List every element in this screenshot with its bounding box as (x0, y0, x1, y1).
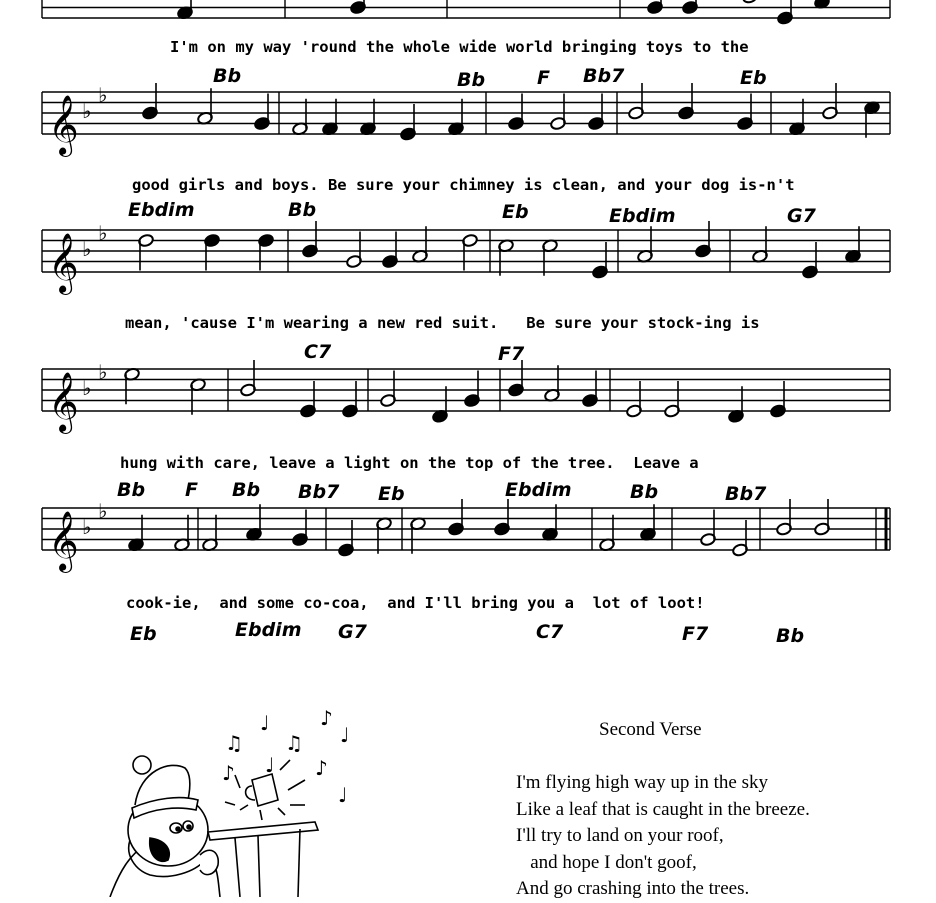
chord-symbol: Eb (502, 201, 529, 223)
svg-text:♩: ♩ (340, 723, 350, 747)
chord-symbol: Eb (130, 623, 157, 645)
chord-symbol: Bb7 (725, 483, 767, 505)
treble-clef-icon: 𝄞 (48, 372, 79, 432)
lyric-line: hung with care, leave a light on the top of the tree. Leave a (120, 454, 699, 472)
chord-symbol: Eb (378, 483, 405, 505)
lyric-line: mean, 'cause I'm wearing a new red suit. Be sure your stock-ing is (125, 314, 760, 332)
staff (42, 92, 890, 134)
verse-line: Like a leaf that is caught in the breeze. (516, 798, 810, 820)
svg-text:♪: ♪ (315, 756, 328, 780)
treble-clef-icon: 𝄞 (48, 95, 79, 155)
verse-line: I'll try to land on your roof, (516, 825, 724, 846)
chord-symbol: Bb (457, 69, 486, 91)
flat-icon: ♭ (82, 237, 92, 261)
svg-text:♪: ♪ (222, 761, 235, 785)
second-verse-lyrics (516, 770, 916, 903)
chord-symbol: Bb (232, 479, 261, 501)
chord-symbol: G7 (338, 621, 367, 643)
flat-icon: ♭ (98, 360, 108, 384)
chord-symbol: Ebdim (128, 199, 195, 221)
chord-symbol: Bb (776, 625, 805, 647)
svg-text:♩: ♩ (260, 711, 270, 735)
chord-symbol: F (537, 67, 550, 89)
chord-symbol: Bb (288, 199, 317, 221)
verse-line: And go crashing into the trees. (516, 878, 750, 899)
chord-symbol: C7 (536, 621, 564, 643)
chord-symbol: Bb (213, 65, 242, 87)
flat-icon: ♭ (82, 515, 92, 539)
svg-text:♩: ♩ (265, 753, 275, 777)
chord-symbol: Bb7 (583, 65, 625, 87)
svg-text:♩: ♩ (338, 783, 348, 807)
flat-icon: ♭ (98, 221, 108, 245)
lyric-line: good girls and boys. Be sure your chimney is clean, and your dog is-n't (132, 176, 795, 194)
chord-symbol: Ebdim (609, 205, 676, 227)
note-head (742, 0, 759, 4)
chord-symbol: Ebdim (505, 479, 572, 501)
chord-symbol: F7 (498, 343, 525, 365)
svg-text:♪: ♪ (320, 706, 333, 730)
santa-illustration (100, 680, 380, 897)
flat-icon: ♭ (98, 83, 108, 107)
treble-clef-icon: 𝄞 (48, 233, 79, 293)
flat-icon: ♭ (82, 99, 92, 123)
svg-text:♫: ♫ (225, 731, 243, 755)
chord-symbol: F7 (682, 623, 709, 645)
chord-symbol: C7 (304, 341, 332, 363)
chord-symbol: Bb (117, 479, 146, 501)
treble-clef-icon: 𝄞 (48, 511, 79, 571)
staff (42, 508, 890, 550)
chord-symbol: Bb (630, 481, 659, 503)
staff (42, 0, 890, 18)
verse-line: I'm flying high way up in the sky (516, 772, 768, 793)
chord-symbol: Ebdim (235, 619, 302, 641)
lyric-line: cook-ie, and some co-coa, and I'll bring you a lot of loot! (126, 594, 705, 612)
chord-symbol: F (185, 479, 198, 501)
flat-icon: ♭ (82, 376, 92, 400)
svg-text:♫: ♫ (285, 731, 303, 755)
chord-symbol: Bb7 (298, 481, 340, 503)
verse-line: and hope I don't goof, (516, 851, 697, 873)
chord-symbol: G7 (787, 205, 816, 227)
lyric-line: I'm on my way 'round the whole wide world bringing toys to the (170, 38, 749, 56)
second-verse-title: Second Verse (599, 719, 702, 740)
chord-symbol: Eb (740, 67, 767, 89)
flat-icon: ♭ (98, 499, 108, 523)
